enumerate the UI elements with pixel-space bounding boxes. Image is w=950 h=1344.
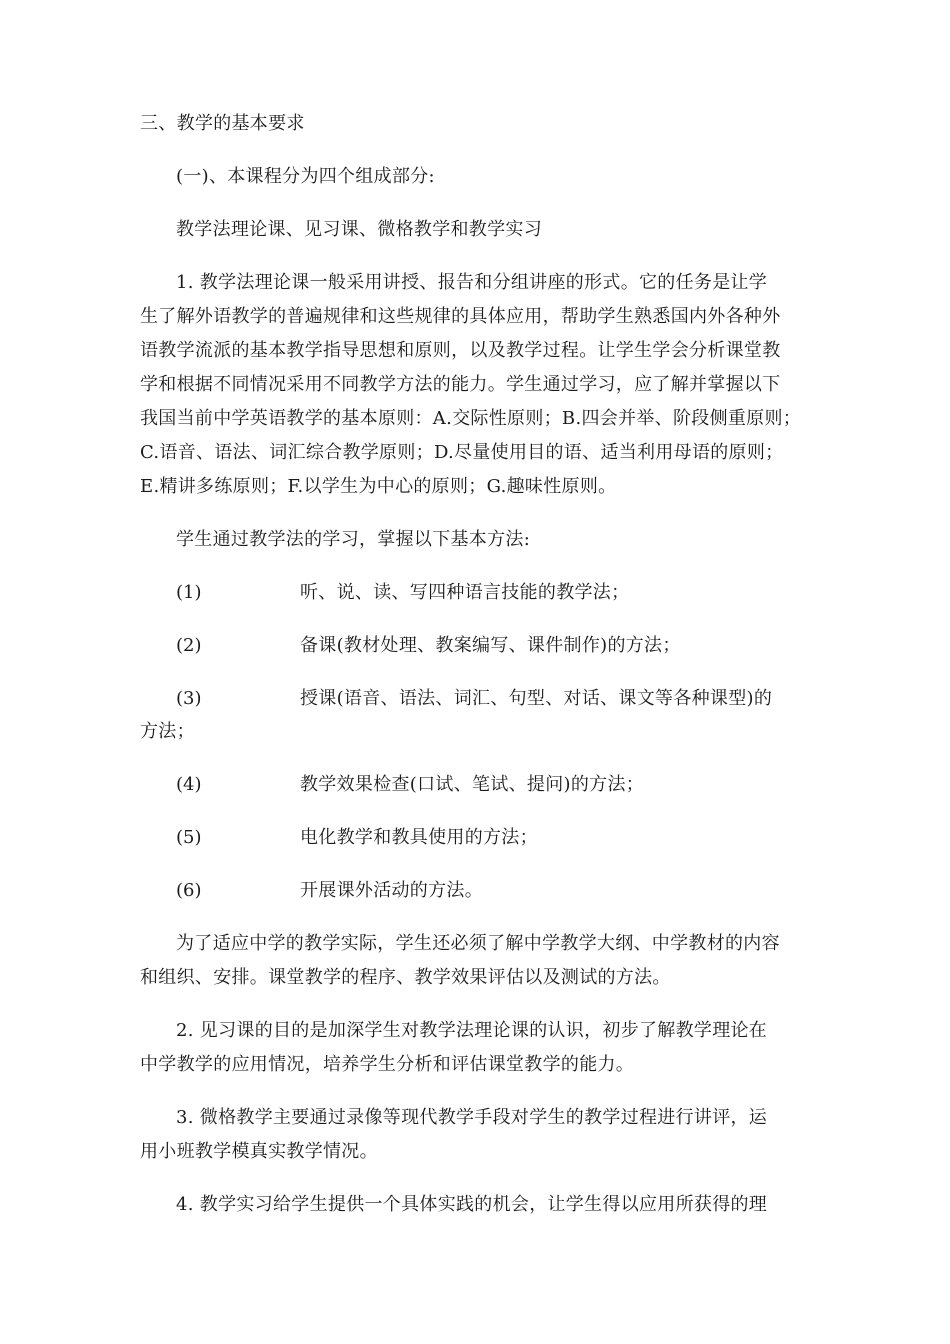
para1-line: E.精讲多练原则；F.以学生为中心的原则；G.趣味性原则。 (140, 476, 617, 497)
section-heading: 三、教学的基本要求 (140, 113, 305, 134)
para1-line: 1. 教学法理论课一般采用讲授、报告和分组讲座的形式。它的任务是让学 (176, 272, 768, 293)
adapt-para-line: 和组织、安排。课堂教学的程序、教学效果评估以及测试的方法。 (140, 967, 671, 988)
para3-line: 3. 微格教学主要通过录像等现代教学手段对学生的教学过程进行讲评，运 (176, 1107, 768, 1128)
components-line: 教学法理论课、见习课、微格教学和教学实习 (176, 219, 542, 240)
method-text-continuation: 方法； (140, 721, 195, 742)
method-text: 备课(教材处理、教案编写、课件制作)的方法； (300, 635, 681, 656)
method-text: 教学效果检查(口试、笔试、提问)的方法； (300, 774, 645, 795)
method-number: (5) (176, 827, 202, 848)
method-number: (2) (176, 635, 202, 656)
method-text: 听、说、读、写四种语言技能的教学法； (300, 582, 630, 603)
method-number: (3) (176, 688, 202, 709)
method-text: 电化教学和教具使用的方法； (300, 827, 538, 848)
para1-line: 语教学流派的基本教学指导思想和原则，以及教学过程。让学生学会分析课堂教 (140, 340, 781, 361)
adapt-para-line: 为了适应中学的教学实际，学生还必须了解中学教学大纲、中学教材的内容 (176, 933, 780, 954)
para2-line: 2. 见习课的目的是加深学生对教学法理论课的认识，初步了解教学理论在 (176, 1020, 768, 1041)
method-number: (4) (176, 774, 202, 795)
para4-line: 4. 教学实习给学生提供一个具体实践的机会，让学生得以应用所获得的理 (176, 1194, 768, 1215)
para3-line: 用小班教学模真实教学情况。 (140, 1141, 378, 1162)
para1-line: 学和根据不同情况采用不同教学方法的能力。学生通过学习，应了解并掌握以下 (140, 374, 781, 395)
para1-line: 生了解外语教学的普遍规律和这些规律的具体应用，帮助学生熟悉国内外各种外 (140, 306, 781, 327)
method-number: (1) (176, 582, 202, 603)
method-number: (6) (176, 880, 202, 901)
methods-intro: 学生通过教学法的学习，掌握以下基本方法: (176, 529, 531, 550)
subheading: (一)、本课程分为四个组成部分: (176, 166, 435, 187)
method-text: 授课(语音、语法、词汇、句型、对话、课文等各种课型)的 (300, 688, 773, 709)
para1-line: C.语音、语法、词汇综合教学原则；D.尽量使用目的语、适当利用母语的原则； (140, 442, 784, 463)
method-text: 开展课外活动的方法。 (300, 880, 483, 901)
para2-line: 中学教学的应用情况，培养学生分析和评估课堂教学的能力。 (140, 1054, 635, 1075)
para1-line: 我国当前中学英语教学的基本原则：A.交际性原则；B.四会并举、阶段侧重原则； (140, 408, 802, 429)
